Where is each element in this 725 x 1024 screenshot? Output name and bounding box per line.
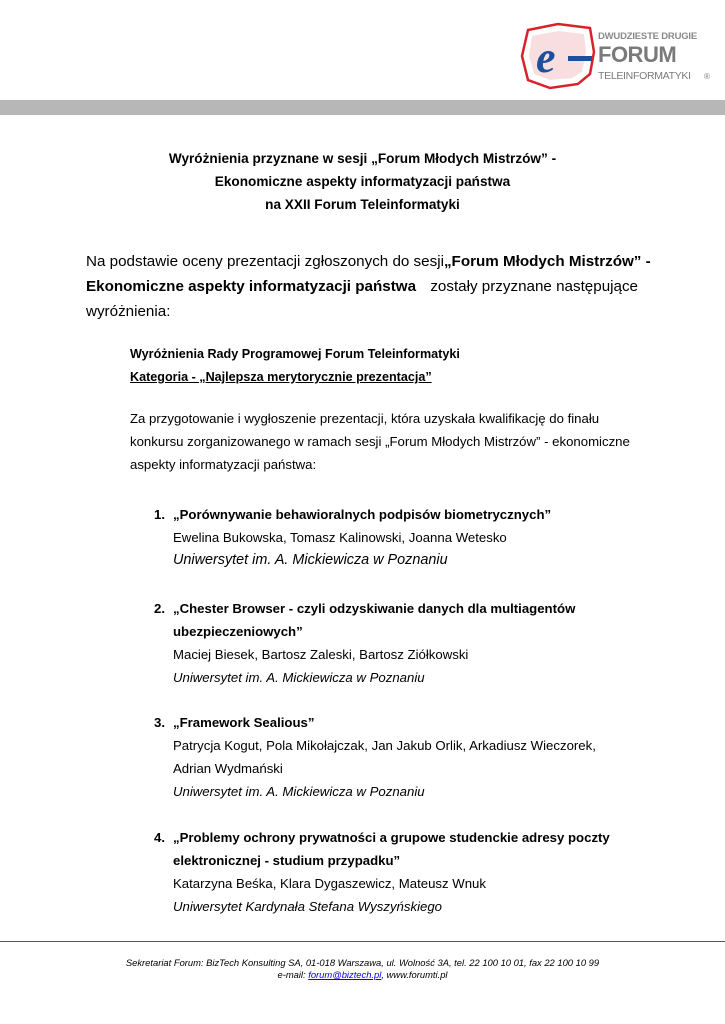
award-university: Uniwersytet im. A. Mickiewicza w Poznaniu [173, 670, 425, 685]
footer-divider [0, 941, 725, 942]
award-authors: Ewelina Bukowska, Tomasz Kalinowski, Joanna Wetesko [173, 530, 507, 545]
website-text: , www.forumti.pl [381, 969, 448, 980]
award-title: „Chester Browser - czyli odzyskiwanie danych dla multiagentów [173, 601, 576, 616]
logo-line-1: DWUDZIESTE DRUGIE [598, 31, 697, 42]
intro-text: zostały przyznane następujące [430, 278, 638, 295]
intro-line-3: wyróżnienia: [86, 303, 171, 320]
footer [0, 957, 725, 981]
award-description [130, 407, 639, 476]
description-line-1: Za przygotowanie i wygłoszenie prezentacji, która uzyskała kwalifikację do finału [130, 411, 600, 426]
award-number: 4. [154, 830, 165, 845]
page-title [60, 147, 665, 216]
intro-session-subtitle: Ekonomiczne aspekty informatyzacji państwa [86, 278, 417, 295]
description-line-3: aspekty informatyzacji państwa: [130, 457, 317, 472]
title-line-1: Wyróżnienia przyznane w sesji „Forum Młodych Mistrzów” - [168, 151, 557, 166]
award-item [154, 711, 654, 803]
intro-line-2 [86, 274, 638, 299]
award-number: 1. [154, 507, 165, 522]
e-letter-icon: e [536, 33, 556, 82]
award-item [154, 503, 654, 572]
award-authors: Maciej Biesek, Bartosz Zaleski, Bartosz Ziółkowski [173, 647, 469, 662]
logo-line-2: FORUM [598, 42, 677, 67]
registered-mark: ® [704, 72, 710, 81]
intro-line-1 [86, 249, 651, 274]
award-title: „Problemy ochrony prywatności a grupowe studenckie adresy poczty [173, 830, 610, 845]
logo-line-3: TELEINFORMATYKI [598, 70, 691, 82]
award-university: Uniwersytet im. A. Mickiewicza w Poznaniu [173, 784, 425, 799]
award-authors: Patrycja Kogut, Pola Mikołajczak, Jan Jakub Orlik, Arkadiusz Wieczorek, [173, 738, 596, 753]
section-title: Wyróżnienia Rady Programowej Forum Teleinformatyki [130, 347, 460, 361]
award-title: ubezpieczeniowych” [173, 624, 303, 639]
award-title: elektronicznej - studium przypadku” [173, 853, 401, 868]
award-item [154, 826, 654, 918]
award-title: „Framework Sealious” [173, 715, 315, 730]
award-university: Uniwersytet im. A. Mickiewicza w Poznaniu [173, 552, 448, 568]
footer-contact [0, 969, 725, 981]
award-item [154, 597, 654, 689]
title-line-2: Ekonomiczne aspekty informatyzacji państwa [214, 174, 511, 189]
award-university: Uniwersytet Kardynała Stefana Wyszyńskiego [173, 899, 442, 914]
forum-logo [518, 22, 713, 92]
e-map-logo-icon [518, 22, 598, 92]
intro-text: Na podstawie oceny prezentacji zgłoszonych do sesji [86, 253, 444, 270]
award-number: 3. [154, 715, 165, 730]
award-authors: Adrian Wydmański [173, 761, 283, 776]
intro-paragraph [86, 249, 651, 324]
description-line-2: konkursu zorganizowanego w ramach sesji „Forum Młodych Mistrzów” - ekonomiczne [130, 434, 630, 449]
category-title: Kategoria - „Najlepsza merytorycznie prezentacja” [130, 370, 432, 384]
section-heading [130, 343, 460, 389]
header-band [0, 100, 725, 115]
intro-session-name: „Forum Młodych Mistrzów” - [443, 253, 651, 270]
award-authors: Katarzyna Beśka, Klara Dygaszewicz, Mateusz Wnuk [173, 876, 486, 891]
email-label: e-mail: [277, 969, 306, 980]
footer-address: Sekretariat Forum: BizTech Konsulting SA, 01-018 Warszawa, ul. Wolność 3A, tel. 22 100 10 01, fax 22 100 10 99 [125, 957, 600, 968]
title-line-3: na XXII Forum Teleinformatyki [265, 197, 460, 212]
award-title: „Porównywanie behawioralnych podpisów biometrycznych” [173, 507, 552, 522]
email-link[interactable]: forum@biztech.pl [308, 969, 382, 980]
award-number: 2. [154, 601, 165, 616]
